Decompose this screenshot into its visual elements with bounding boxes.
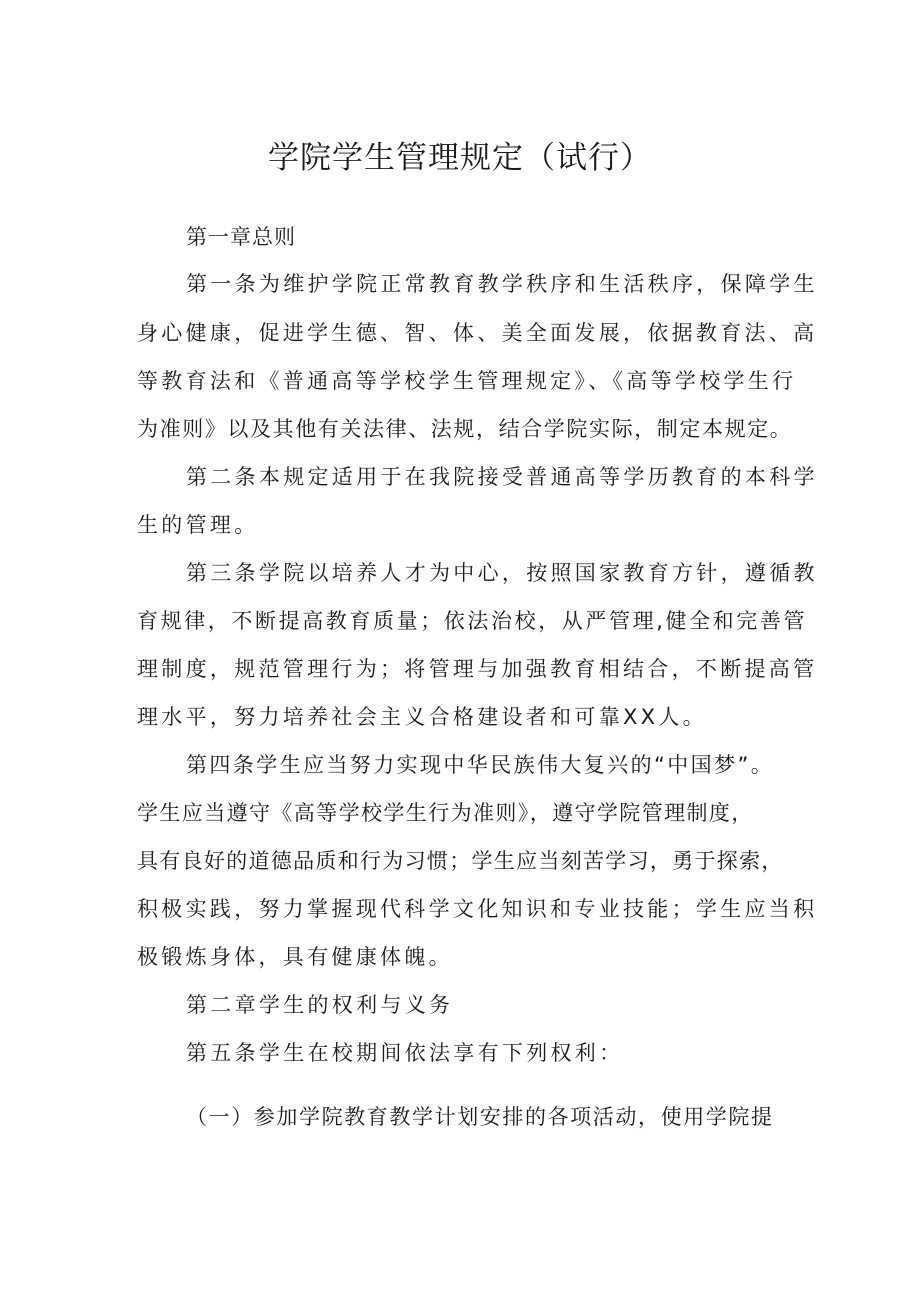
paragraph-line: 理制度，规范管理行为；将管理与加强教育相结合，不断提高管 xyxy=(137,657,818,681)
chapter-heading: 第二章学生的权利与义务 xyxy=(186,993,454,1017)
paragraph-line: 具有良好的道德品质和行为习惯；学生应当刻苦学习，勇于探索， xyxy=(137,849,784,873)
paragraph-line: 学生应当遵守《高等学校学生行为准则》，遵守学院管理制度， xyxy=(137,801,754,825)
paragraph-line: 第四条学生应当努力实现中华民族伟大复兴的“中国梦”。 xyxy=(186,753,775,777)
paragraph-line: 第三条学院以培养人才为中心，按照国家教育方针，遵循教 xyxy=(186,561,818,585)
paragraph-line: 第二条本规定适用于在我院接受普通高等学历教育的本科学 xyxy=(186,465,818,489)
document-title: 学院学生管理规定（试行） xyxy=(268,140,652,176)
paragraph-line: 生的管理。 xyxy=(137,513,259,537)
paragraph-line: 第五条学生在校期间依法享有下列权利： xyxy=(186,1041,624,1065)
paragraph-line: 身心健康，促进学生德、智、体、美全面发展，依据教育法、高 xyxy=(137,321,818,345)
chapter-heading: 第一章总则 xyxy=(186,225,296,249)
paragraph-line: 极锻炼身体，具有健康体魄。 xyxy=(137,945,453,969)
paragraph-line: 第一条为维护学院正常教育教学秩序和生活秩序，保障学生 xyxy=(186,272,818,296)
paragraph-line: 等教育法和《普通高等学校学生管理规定》、《高等学校学生行 xyxy=(137,369,797,393)
list-item: （一）参加学院教育教学计划安排的各项活动，使用学院提 xyxy=(186,1105,774,1129)
paragraph-line: 为准则》以及其他有关法律、法规，结合学院实际，制定本规定。 xyxy=(137,417,793,441)
paragraph-line: 育规律，不断提高教育质量；依法治校，从严管理,健全和完善管 xyxy=(137,609,808,633)
paragraph-line: 理水平，努力培养社会主义合格建设者和可靠XX人。 xyxy=(137,705,707,729)
paragraph-line: 积极实践，努力掌握现代科学文化知识和专业技能；学生应当积 xyxy=(137,897,818,921)
